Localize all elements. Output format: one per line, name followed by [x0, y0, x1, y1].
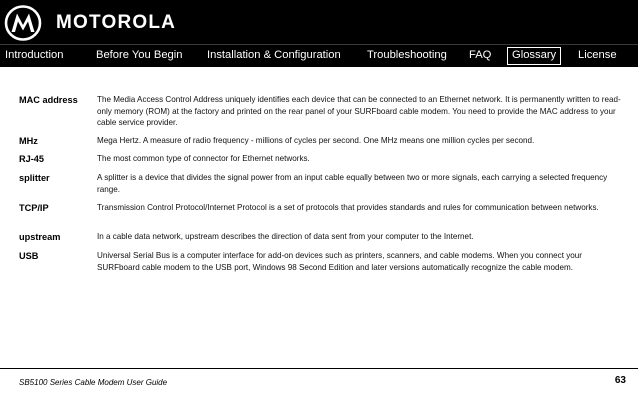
nav-installation-configuration[interactable]: Installation & Configuration — [207, 49, 341, 61]
glossary-term-usb: USB — [19, 251, 39, 261]
page-number: 63 — [614, 375, 626, 386]
glossary-definition-tcp-ip: Transmission Control Protocol/Internet Protocol is a set of protocols that provides standards and rules for communication between networks. — [97, 203, 599, 212]
main-nav — [0, 44, 638, 67]
glossary-definition-upstream: In a cable data network, upstream describes the direction of data sent from your computer to the Internet. — [97, 232, 474, 241]
glossary-definition-splitter: A splitter is a device that divides the signal power from an input cable equally between two or more signals, each carrying a selected frequency range. — [97, 173, 608, 194]
nav-faq[interactable]: FAQ — [469, 49, 492, 61]
motorola-batwing-icon — [3, 4, 43, 42]
glossary-term-mhz: MHz — [19, 136, 38, 146]
nav-troubleshooting[interactable]: Troubleshooting — [367, 49, 447, 61]
glossary-definition-mhz: Mega Hertz. A measure of radio frequency - millions of cycles per second. One MHz means one million cycles per second. — [97, 136, 535, 145]
nav-license[interactable]: License — [578, 49, 617, 61]
glossary-term-rj-45: RJ-45 — [19, 154, 45, 164]
glossary-term-upstream: upstream — [19, 232, 61, 242]
nav-glossary[interactable]: Glossary — [507, 47, 561, 65]
nav-introduction[interactable]: Introduction — [5, 49, 64, 61]
nav-before-you-begin[interactable]: Before You Begin — [96, 49, 183, 61]
glossary-term-mac-address: MAC address — [19, 95, 78, 105]
glossary-definition-mac-address: The Media Access Control Address uniquely identifies each device that can be connected to an Ethernet network. It is permanently written to read-only memory (ROM) at the factory and printed on the rear panel of your SURFboard cable modem. You need to provide the MAC address to your cable service provider. — [97, 95, 621, 128]
glossary-term-splitter: splitter — [19, 173, 50, 183]
footer-divider — [0, 368, 638, 369]
glossary-definition-usb: Universal Serial Bus is a computer interface for add-on devices such as printers, scanners, and cable modems. When you connect your SURFboard cable modem to the USB port, Windows 98 Second Edition and later versions automatically recognize the cable modem. — [97, 251, 582, 272]
header-bar — [0, 0, 638, 44]
glossary-definition-rj-45: The most common type of connector for Ethernet networks. — [97, 154, 310, 163]
brand-name: MOTOROLA — [56, 12, 177, 33]
footer-document-title: SB5100 Series Cable Modem User Guide — [19, 378, 168, 387]
glossary-term-tcp-ip: TCP/IP — [19, 203, 49, 213]
